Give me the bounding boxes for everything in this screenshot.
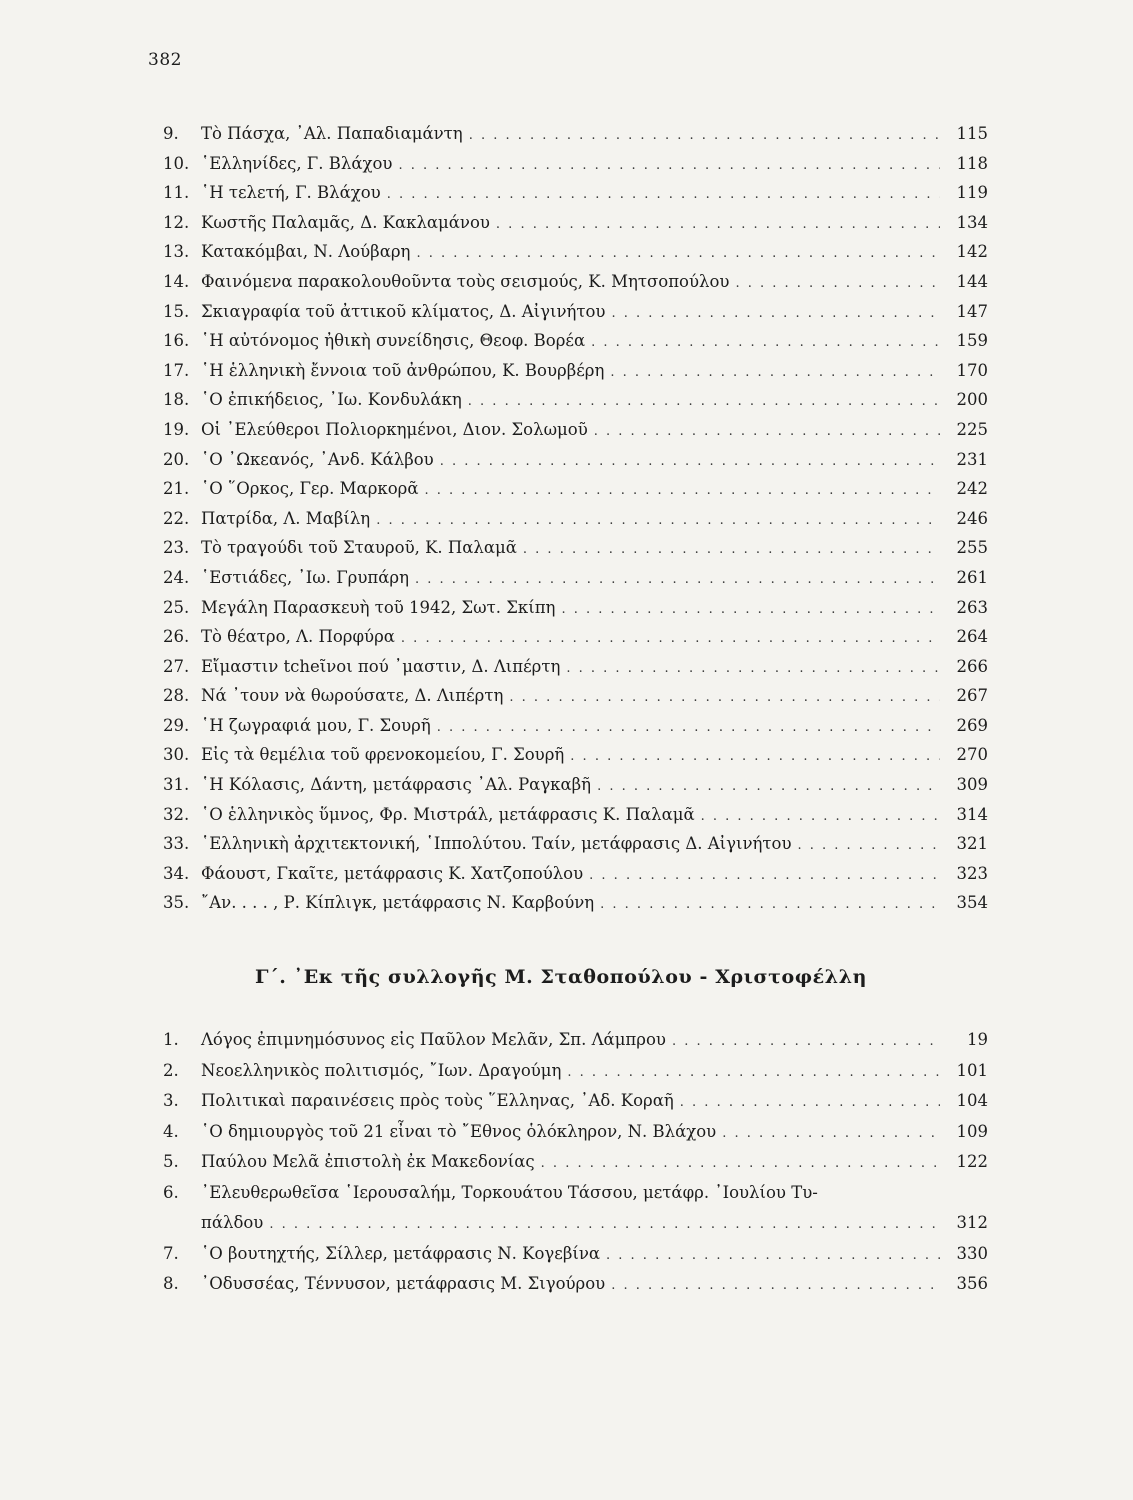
- toc-entry: [163, 686, 988, 716]
- entry-page: 330: [956, 1243, 988, 1263]
- dot-leader: [735, 276, 940, 291]
- entry-number: 18.: [163, 390, 190, 410]
- entry-number: 30.: [163, 745, 190, 765]
- entry-title: Φάουστ, Γκαῖτε, μετάφρασις Κ. Χατζοπούλου: [201, 863, 584, 883]
- toc-entry: [163, 864, 988, 894]
- entry-number: 32.: [163, 804, 190, 824]
- entry-page: 147: [956, 301, 988, 321]
- entry-number: 6.: [163, 1182, 179, 1202]
- entry-title: ῾Ο ᾿Ωκεανός, ᾿Ανδ. Κάλβου: [201, 449, 434, 469]
- entry-title-continued: πάλδου: [201, 1213, 264, 1232]
- dot-leader: [561, 602, 940, 617]
- toc-entry: [163, 183, 988, 213]
- dot-leader: [611, 1278, 940, 1293]
- toc-entry: [163, 420, 988, 450]
- dot-leader: [376, 513, 940, 528]
- section-heading: Γ΄. ᾿Εκ τῆς συλλογῆς Μ. Σταθοπούλου - Χριστοφέλλη: [255, 966, 868, 988]
- entry-title: ᾿Οδυσσέας, Τέννυσον, μετάφρασις Μ. Σιγούρου: [201, 1274, 606, 1293]
- entry-title: Κατακόμβαι, Ν. Λούβαρη: [201, 242, 411, 262]
- dot-leader: [570, 749, 940, 764]
- dot-leader: [440, 454, 940, 469]
- entry-number: 7.: [163, 1243, 179, 1263]
- entry-title: Κωστῆς Παλαμᾶς, Δ. Κακλαμάνου: [201, 212, 490, 232]
- entry-page: 264: [956, 627, 988, 647]
- entry-page: 144: [956, 271, 988, 291]
- toc-entry: [163, 509, 988, 539]
- dot-leader: [591, 335, 940, 350]
- toc-entry: [163, 302, 988, 332]
- entry-title: Εἴμαστιν tcheῖνοι πού ᾿μαστιν, Δ. Λιπέρτη: [201, 656, 561, 676]
- dot-leader: [437, 720, 940, 735]
- toc-entry: [163, 657, 988, 687]
- entry-number: 14.: [163, 271, 190, 291]
- entry-page: 321: [956, 834, 988, 854]
- toc-entry: [163, 213, 988, 243]
- entry-page: 231: [956, 449, 988, 469]
- toc-entry: [163, 450, 988, 480]
- entry-title: ῾Η αὐτόνομος ἠθικὴ συνείδησις, Θεοφ. Βορέα: [201, 331, 586, 351]
- entry-title: ῾Εστιάδες, ᾿Ιω. Γρυπάρη: [201, 567, 409, 587]
- entry-number: 15.: [163, 301, 190, 321]
- entry-page: 225: [956, 419, 988, 439]
- entry-title: ῾Η ζωγραφιά μου, Γ. Σουρῆ: [201, 715, 431, 735]
- entry-page: 269: [956, 715, 988, 735]
- toc-entry: [163, 154, 988, 184]
- entry-page: 270: [956, 745, 988, 765]
- entry-title: ῾Η ἑλληνικὴ ἔννοια τοῦ ἀνθρώπου, Κ. Βουρβέρη: [201, 360, 605, 380]
- entry-number: 22.: [163, 508, 190, 528]
- dot-leader: [509, 690, 940, 705]
- dot-leader: [416, 246, 940, 261]
- dot-leader: [610, 365, 940, 380]
- entry-page: 101: [956, 1060, 988, 1080]
- entry-title: Πατρίδα, Λ. Μαβίλη: [201, 508, 371, 528]
- dot-leader: [701, 809, 940, 824]
- entry-title: ῾Ο ἑλληνικὸς ὕμνος, Φρ. Μιστράλ, μετάφρασις Κ. Παλαμᾶ: [201, 804, 695, 824]
- toc-entry: [163, 242, 988, 272]
- toc-entry: [163, 1244, 988, 1275]
- entry-page: 263: [956, 597, 988, 617]
- entry-title: ῾Η Κόλασις, Δάντη, μετάφρασις ᾿Αλ. Ραγκαβῆ: [201, 775, 592, 795]
- dot-leader: [600, 897, 940, 912]
- entry-title: Νά ᾿τουν νὰ θωρούσατε, Δ. Λιπέρτη: [201, 686, 504, 706]
- entry-page: 309: [956, 775, 988, 795]
- entry-number: 21.: [163, 479, 190, 499]
- entry-title: Τὸ τραγούδι τοῦ Σταυροῦ, Κ. Παλαμᾶ: [201, 538, 517, 558]
- entry-number: 31.: [163, 775, 190, 795]
- entry-title: Σκιαγραφία τοῦ ἀττικοῦ κλίματος, Δ. Αἰγινήτου: [201, 301, 606, 321]
- dot-leader: [387, 187, 940, 202]
- entry-page: 261: [956, 567, 988, 587]
- entry-page: 354: [956, 893, 988, 913]
- entry-page: 119: [956, 183, 988, 203]
- toc-entry: [163, 716, 988, 746]
- dot-leader: [425, 483, 941, 498]
- entry-page: 104: [956, 1091, 988, 1110]
- toc-entry: [163, 479, 988, 509]
- dot-leader: [680, 1095, 940, 1110]
- toc-entry: [163, 361, 988, 391]
- entry-number: 13.: [163, 242, 190, 262]
- entry-number: 33.: [163, 834, 190, 854]
- toc-entry: [163, 568, 988, 598]
- toc-entry: [163, 124, 988, 154]
- dot-leader: [722, 1126, 940, 1141]
- dot-leader: [398, 158, 940, 173]
- entry-page: 255: [956, 538, 988, 558]
- dot-leader: [269, 1217, 940, 1232]
- dot-leader: [469, 128, 940, 143]
- dot-leader: [606, 1248, 940, 1263]
- entry-title: ῾Ο ἐπικήδειος, ᾿Ιω. Κονδυλάκη: [201, 390, 462, 410]
- dot-leader: [566, 661, 940, 676]
- entry-title: Τὸ Πάσχα, ᾿Αλ. Παπαδιαμάντη: [201, 124, 463, 143]
- toc-entry: [163, 1030, 988, 1061]
- dot-leader: [401, 631, 940, 646]
- entry-number: 10.: [163, 153, 190, 173]
- toc-entry: [163, 775, 988, 805]
- entry-page: 314: [956, 804, 988, 824]
- entry-number: 9.: [163, 124, 179, 143]
- entry-title: ῾Ο δημιουργὸς τοῦ 21 εἶναι τὸ ῎Εθνος ὁλόκληρον, Ν. Βλάχου: [201, 1121, 717, 1141]
- entry-page: 170: [956, 360, 988, 380]
- dot-leader: [567, 1065, 940, 1080]
- toc-entry: [163, 1152, 988, 1183]
- entry-page: 109: [956, 1121, 988, 1141]
- toc-entry: [163, 893, 988, 923]
- entry-number: 12.: [163, 212, 190, 232]
- toc-entry: [163, 1122, 988, 1153]
- entry-page: 134: [956, 212, 988, 232]
- dot-leader: [415, 572, 940, 587]
- toc-entry: [163, 1274, 988, 1305]
- dot-leader: [468, 394, 940, 409]
- dot-leader: [496, 217, 940, 232]
- entry-title: Μεγάλη Παρασκευὴ τοῦ 1942, Σωτ. Σκίπη: [201, 597, 556, 617]
- entry-page: 115: [956, 124, 988, 143]
- entry-number: 23.: [163, 538, 190, 558]
- dot-leader: [611, 306, 940, 321]
- entry-page: 122: [956, 1152, 988, 1171]
- entry-number: 34.: [163, 863, 190, 883]
- entry-page: 246: [956, 508, 988, 528]
- entry-number: 29.: [163, 715, 190, 735]
- entry-page: 19: [967, 1030, 988, 1049]
- entry-page: 200: [956, 390, 988, 410]
- entry-title: ῾Ο βουτηχτής, Σίλλερ, μετάφρασις Ν. Κογεβίνα: [201, 1243, 601, 1263]
- entry-number: 2.: [163, 1060, 179, 1080]
- entry-title: ῾Ελληνικὴ ἀρχιτεκτονική, ῾Ιππολύτου. Ταίν, μετάφρασις Δ. Αἰγινήτου: [201, 834, 792, 854]
- toc-entry: [163, 538, 988, 568]
- entry-page: 356: [956, 1274, 988, 1293]
- entry-page: 142: [956, 242, 988, 262]
- entry-title: Πολιτικαὶ παραινέσεις πρὸς τοὺς ῞Ελληνας, ᾿Αδ. Κοραῆ: [201, 1091, 674, 1110]
- entry-title: Εἰς τὰ θεμέλια τοῦ φρενοκομείου, Γ. Σουρῆ: [201, 745, 565, 765]
- toc-entry: [163, 272, 988, 302]
- entry-number: 17.: [163, 360, 190, 380]
- toc-entry: [163, 627, 988, 657]
- entry-page: 323: [956, 863, 988, 883]
- entry-page: 267: [956, 686, 988, 706]
- toc-entry: [163, 331, 988, 361]
- entry-number: 11.: [163, 183, 190, 203]
- entry-number: 27.: [163, 656, 190, 676]
- toc-entry: [163, 1061, 988, 1092]
- toc-list-a: [163, 124, 988, 923]
- entry-page: 118: [956, 153, 988, 173]
- dot-leader: [597, 779, 940, 794]
- entry-number: 5.: [163, 1152, 179, 1171]
- dot-leader: [594, 424, 940, 439]
- entry-title: ᾿Ελευθερωθεῖσα ῾Ιερουσαλήμ, Τορκουάτου Τάσσου, μετάφρ. ᾿Ιουλίου Τυ-: [201, 1182, 818, 1202]
- entry-title: ῾Η τελετή, Γ. Βλάχου: [201, 183, 381, 203]
- entry-number: 3.: [163, 1091, 179, 1110]
- entry-title: Παύλου Μελᾶ ἐπιστολὴ ἐκ Μακεδονίας: [201, 1152, 535, 1171]
- entry-number: 20.: [163, 449, 190, 469]
- entry-number: 28.: [163, 686, 190, 706]
- dot-leader: [541, 1156, 940, 1171]
- entry-number: 26.: [163, 627, 190, 647]
- entry-title: Τὸ θέατρο, Λ. Πορφύρα: [201, 627, 395, 647]
- entry-number: 16.: [163, 331, 190, 351]
- entry-page: 159: [956, 331, 988, 351]
- entry-number: 4.: [163, 1121, 179, 1141]
- dot-leader: [523, 542, 940, 557]
- toc-list-b: [163, 1030, 988, 1305]
- toc-entry: [163, 834, 988, 864]
- toc-entry: [163, 1091, 988, 1122]
- entry-page: 266: [956, 656, 988, 676]
- entry-title: ῾Ελληνίδες, Γ. Βλάχου: [201, 153, 393, 173]
- entry-number: 8.: [163, 1274, 179, 1293]
- entry-number: 19.: [163, 419, 190, 439]
- entry-number: 1.: [163, 1030, 179, 1049]
- entry-page: 312: [956, 1213, 988, 1232]
- entry-page: 242: [956, 479, 988, 499]
- dot-leader: [589, 868, 940, 883]
- toc-entry: [163, 1183, 988, 1244]
- entry-title: ῎Αν. . . . , Ρ. Κίπλιγκ, μετάφρασις Ν. Καρβούνη: [201, 893, 595, 913]
- entry-title: Φαινόμενα παρακολουθοῦντα τοὺς σεισμούς, Κ. Μητσοπούλου: [201, 271, 730, 291]
- entry-title: ῾Ο ῞Ορκος, Γερ. Μαρκορᾶ: [201, 479, 419, 499]
- page-number: 382: [148, 50, 182, 70]
- entry-title: Λόγος ἐπιμνημόσυνος εἰς Παῦλον Μελᾶν, Σπ. Λάμπρου: [201, 1030, 666, 1049]
- entry-number: 24.: [163, 567, 190, 587]
- entry-number: 35.: [163, 893, 190, 913]
- entry-title: Νεοελληνικὸς πολιτισμός, ῎Ιων. Δραγούμη: [201, 1060, 562, 1080]
- dot-leader: [797, 838, 940, 853]
- dot-leader: [672, 1034, 940, 1049]
- toc-entry: [163, 745, 988, 775]
- toc-entry: [163, 390, 988, 420]
- entry-number: 25.: [163, 597, 190, 617]
- entry-title: Οἱ ᾿Ελεύθεροι Πολιορκημένοι, Διον. Σολωμοῦ: [201, 419, 588, 439]
- toc-entry: [163, 805, 988, 835]
- toc-entry: [163, 598, 988, 628]
